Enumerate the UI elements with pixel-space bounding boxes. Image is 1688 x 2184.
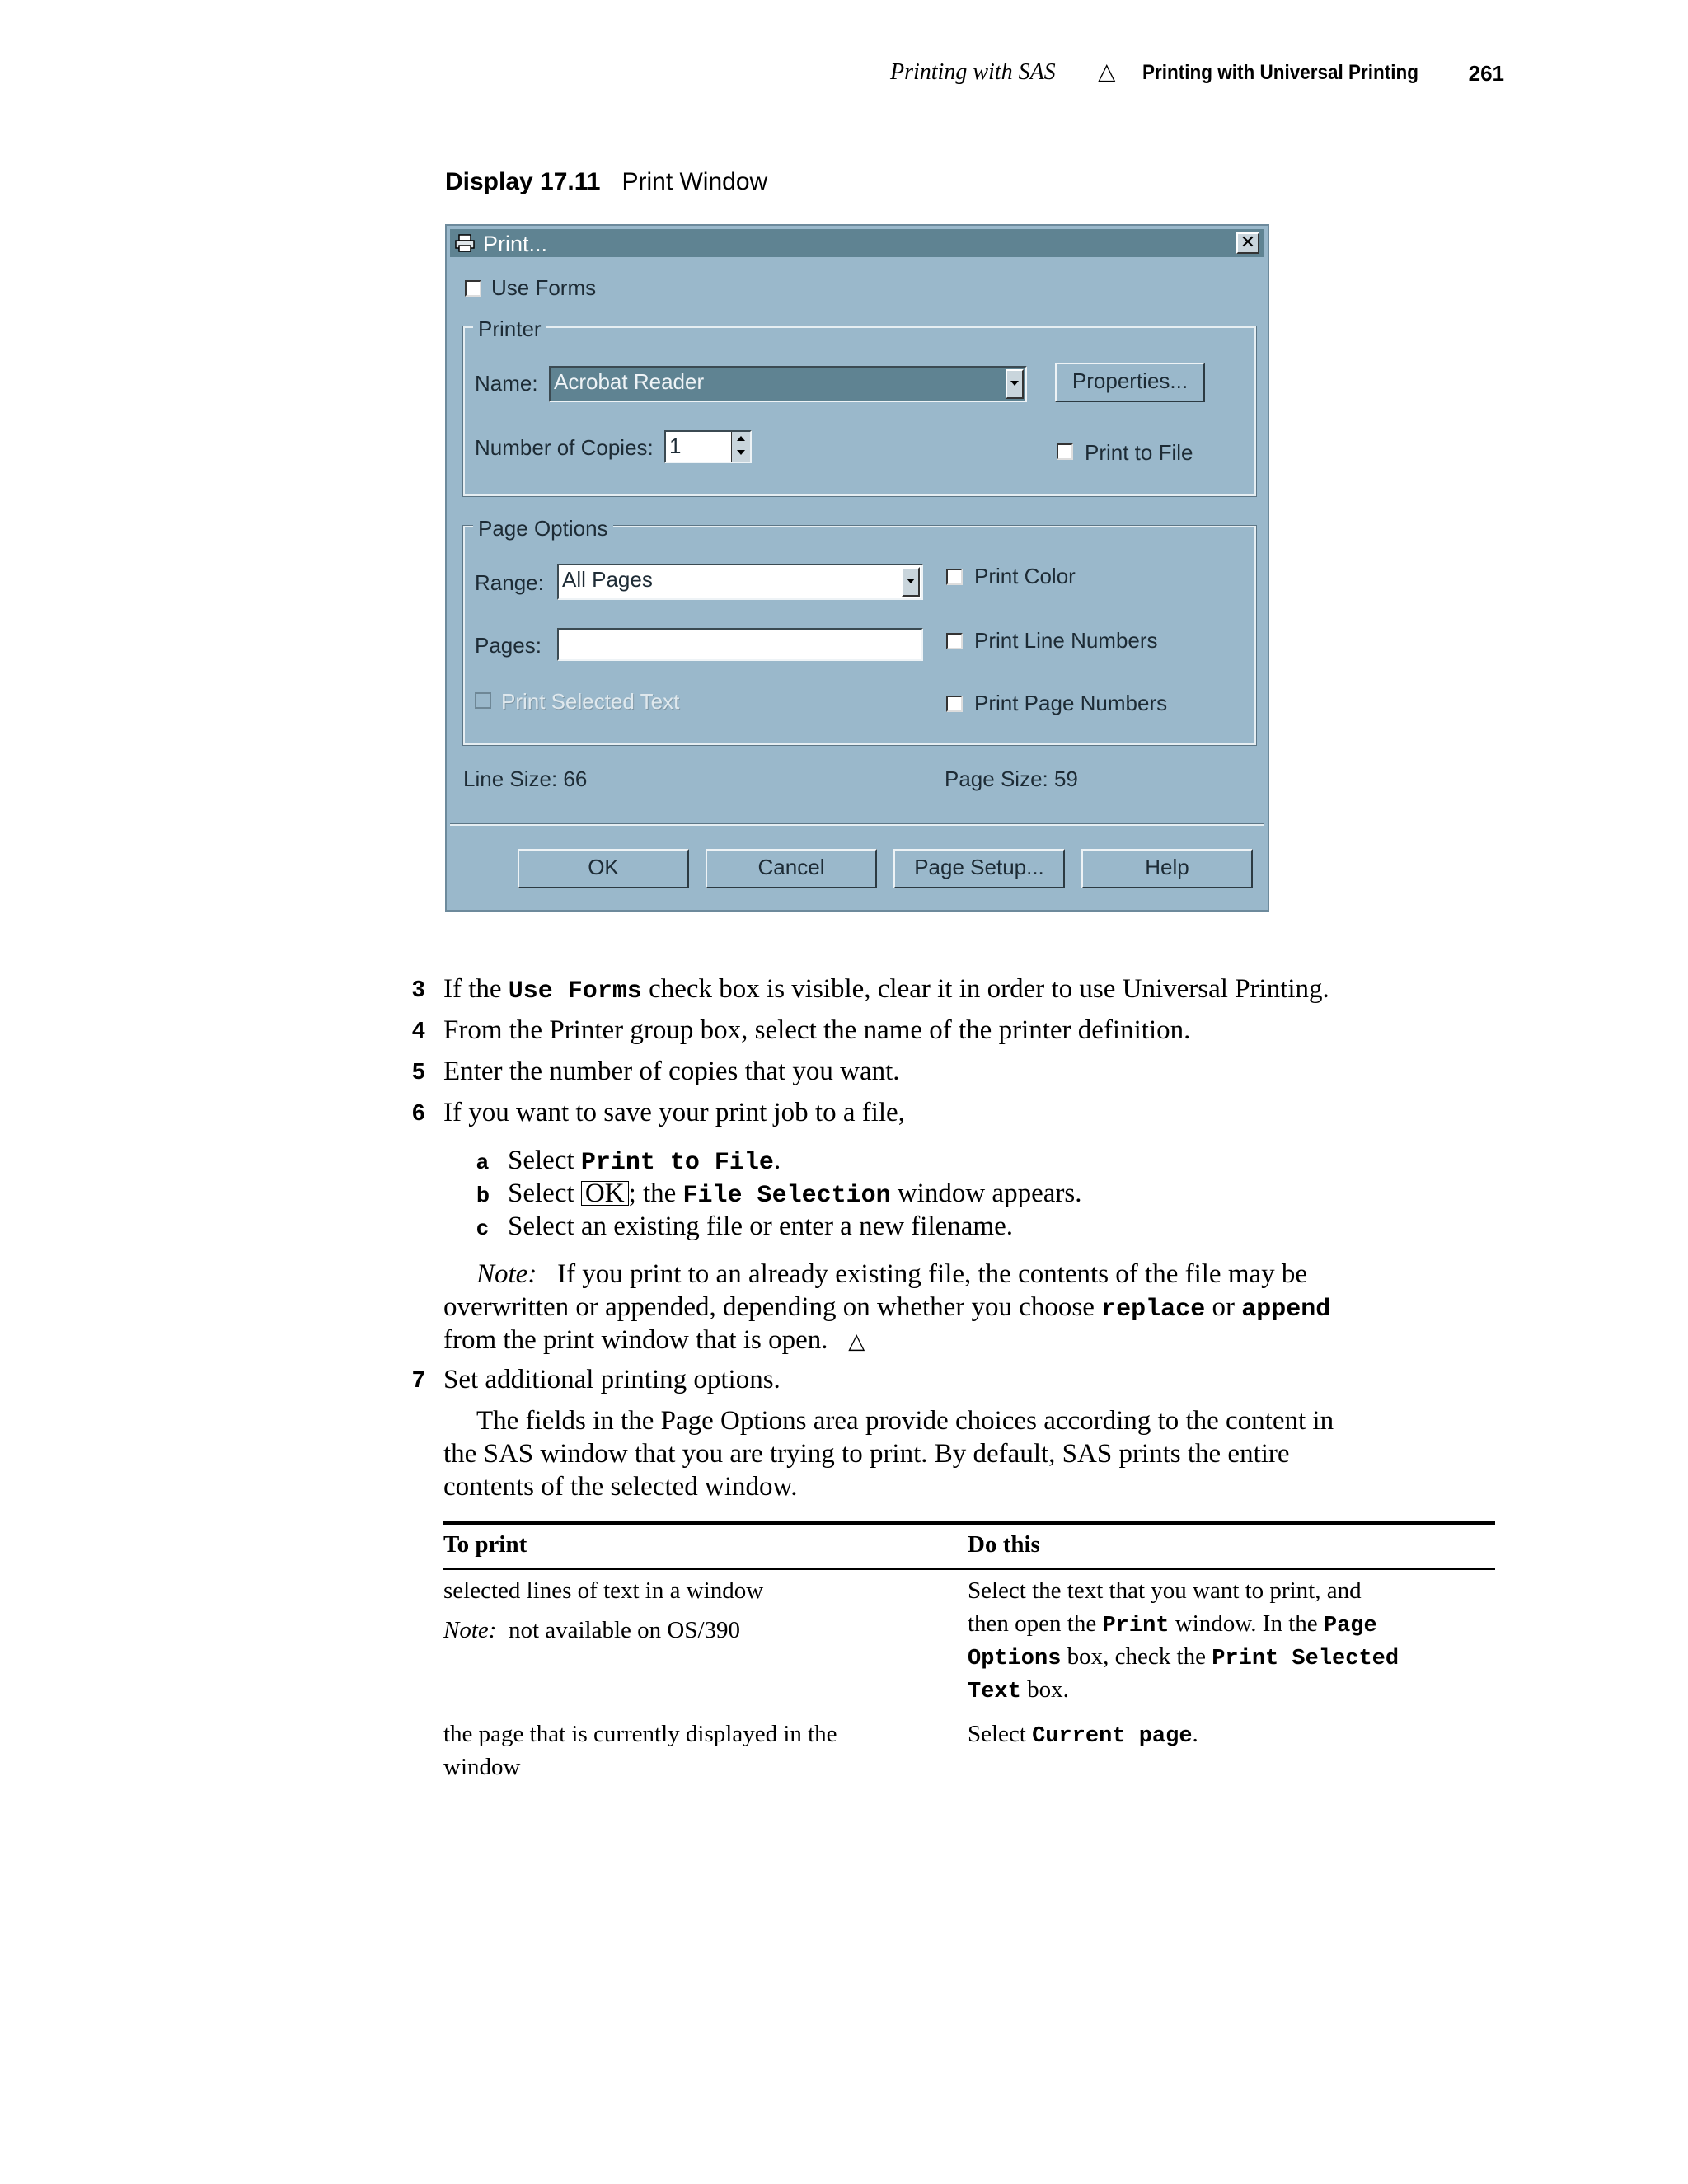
note-line-1 [476,1258,1307,1291]
table-top-rule [443,1521,1495,1525]
step-3-text [443,972,1329,1008]
table-cell: window [443,1754,521,1780]
printer-name-select[interactable] [549,366,1027,402]
divider [450,823,1264,826]
step-6-text: If you want to save your print job to a file, [443,1098,905,1127]
paragraph-line: The fields in the Page Options area provide choices according to the content in [476,1406,1334,1436]
table-cell: selected lines of text in a window [443,1577,764,1604]
step-4-text: From the Printer group box, select the name of the printer definition. [443,1015,1191,1045]
step-number: 7 [412,1366,425,1392]
spin-arrows-icon[interactable] [731,432,750,462]
page-setup-button[interactable]: Page Setup... [893,849,1065,888]
table-cell [968,1640,1399,1675]
substep-letter: c [476,1215,489,1240]
paragraph-line: the SAS window that you are trying to print. By default, SAS prints the entire [443,1439,1290,1469]
print-page-numbers-checkbox[interactable] [946,696,963,712]
paragraph-line: contents of the selected window. [443,1472,798,1502]
table-header-rule [443,1568,1495,1570]
table-cell-note [443,1614,740,1647]
page-number: 261 [1468,61,1504,86]
note-label: Note: [476,1259,537,1289]
print-line-numbers-label: Print Line Numbers [974,628,1158,653]
code-append: append [1241,1296,1331,1324]
running-header [890,59,1504,92]
printer-group [463,326,1256,496]
note-line-2 [443,1291,1330,1326]
code-page: Page [1323,1614,1377,1638]
note-text: from the print window that is open. [443,1325,828,1355]
cancel-button[interactable]: Cancel [706,849,877,888]
table-cell [968,1718,1198,1753]
copies-stepper[interactable] [664,430,752,463]
dialog-titlebar [450,229,1264,257]
substep-letter: b [476,1182,490,1207]
use-forms-checkbox[interactable] [465,280,481,297]
display-caption [445,168,767,196]
ok-button[interactable]: OK [518,849,689,888]
code-print-selected: Print Selected [1212,1647,1400,1671]
note-text: not available on OS/390 [508,1617,741,1643]
use-forms-label: Use Forms [491,275,597,300]
table-cell [968,1607,1377,1643]
code-file-selection: File Selection [682,1182,891,1210]
cell-text: box. [1020,1676,1069,1703]
cell-text: then open the [968,1610,1103,1637]
substep-text: . [773,1146,781,1175]
cell-text: window. In the [1169,1610,1324,1637]
step-number: 6 [412,1099,425,1125]
code-print-to-file: Print to File [580,1149,774,1177]
chevron-down-icon[interactable] [902,567,920,597]
print-color-label: Print Color [974,564,1076,588]
name-label: Name: [475,371,538,396]
pages-input[interactable] [557,628,923,661]
printer-icon [455,234,476,252]
cell-text: Select [968,1721,1033,1747]
cell-text: . [1192,1721,1198,1747]
range-value: All Pages [562,567,653,592]
table-header-to-print: To print [443,1531,528,1558]
print-selected-text-label: Print Selected Text [501,689,680,714]
close-button[interactable]: ✕ [1236,232,1259,254]
note-line-3 [443,1324,865,1358]
printer-group-label: Printer [473,316,546,342]
section-title: Printing with Universal Printing [1142,61,1419,84]
properties-button[interactable]: Properties... [1055,363,1205,402]
step-7-text: Set additional printing options. [443,1365,781,1394]
code-current-page: Current page [1032,1724,1193,1749]
display-label: Display 17.11 [445,168,601,195]
print-line-numbers-checkbox[interactable] [946,633,963,649]
help-button[interactable]: Help [1081,849,1253,888]
table-cell: the page that is currently displayed in the [443,1721,837,1747]
note-text: If you print to an already existing file, the contents of the file may be [557,1259,1308,1289]
print-color-checkbox[interactable] [946,569,963,585]
note-text: or [1205,1292,1242,1322]
triangle-end-mark: △ [848,1329,865,1353]
code-options: Options [968,1647,1062,1671]
range-select[interactable] [557,564,923,600]
pages-label: Pages: [475,633,542,658]
print-selected-text-checkbox [475,692,491,709]
substep-a-text [508,1144,781,1179]
code-text: Text [968,1680,1021,1704]
range-label: Range: [475,570,544,595]
step-text: If the [443,974,509,1004]
display-title: Print Window [621,168,768,195]
printer-name-value: Acrobat Reader [554,369,705,394]
code-use-forms: Use Forms [508,977,642,1005]
table-cell: Select the text that you want to print, and [968,1577,1362,1604]
page-options-group-label: Page Options [473,516,613,541]
cell-text: box, check the [1061,1643,1212,1670]
copies-label: Number of Copies: [475,435,654,460]
print-page-numbers-label: Print Page Numbers [974,691,1168,715]
triangle-separator: △ [1098,59,1116,85]
code-replace: replace [1101,1296,1206,1324]
substep-text: ; the [628,1179,683,1208]
line-size-readout: Line Size: 66 [463,766,588,791]
note-text: overwritten or appended, depending on whether you choose [443,1292,1102,1322]
step-5-text: Enter the number of copies that you want. [443,1057,900,1086]
substep-text: window appears. [890,1179,1082,1208]
step-text: check box is visible, clear it in order to use Universal Printing. [641,974,1329,1004]
note-label: Note: [443,1617,497,1643]
table-header-do-this: Do this [968,1531,1040,1558]
substep-b-text [508,1177,1081,1212]
table-cell [968,1673,1069,1708]
dialog-title: Print... [483,232,548,256]
substep-text: Select [508,1146,581,1175]
print-to-file-checkbox[interactable] [1057,443,1073,460]
substep-text: Select [508,1179,581,1208]
chevron-down-icon[interactable] [1006,369,1024,399]
step-number: 5 [412,1058,425,1084]
print-dialog [445,224,1269,912]
substep-c-text: Select an existing file or enter a new filename. [508,1212,1013,1241]
ok-button-reference: OK [581,1181,629,1206]
step-number: 3 [412,976,425,1001]
code-print: Print [1102,1614,1170,1638]
page-size-readout: Page Size: 59 [945,766,1078,791]
substep-letter: a [476,1149,489,1174]
copies-value: 1 [669,434,682,458]
print-to-file-label: Print to File [1085,440,1193,465]
chapter-title: Printing with SAS [890,59,1056,85]
step-number: 4 [412,1017,425,1043]
